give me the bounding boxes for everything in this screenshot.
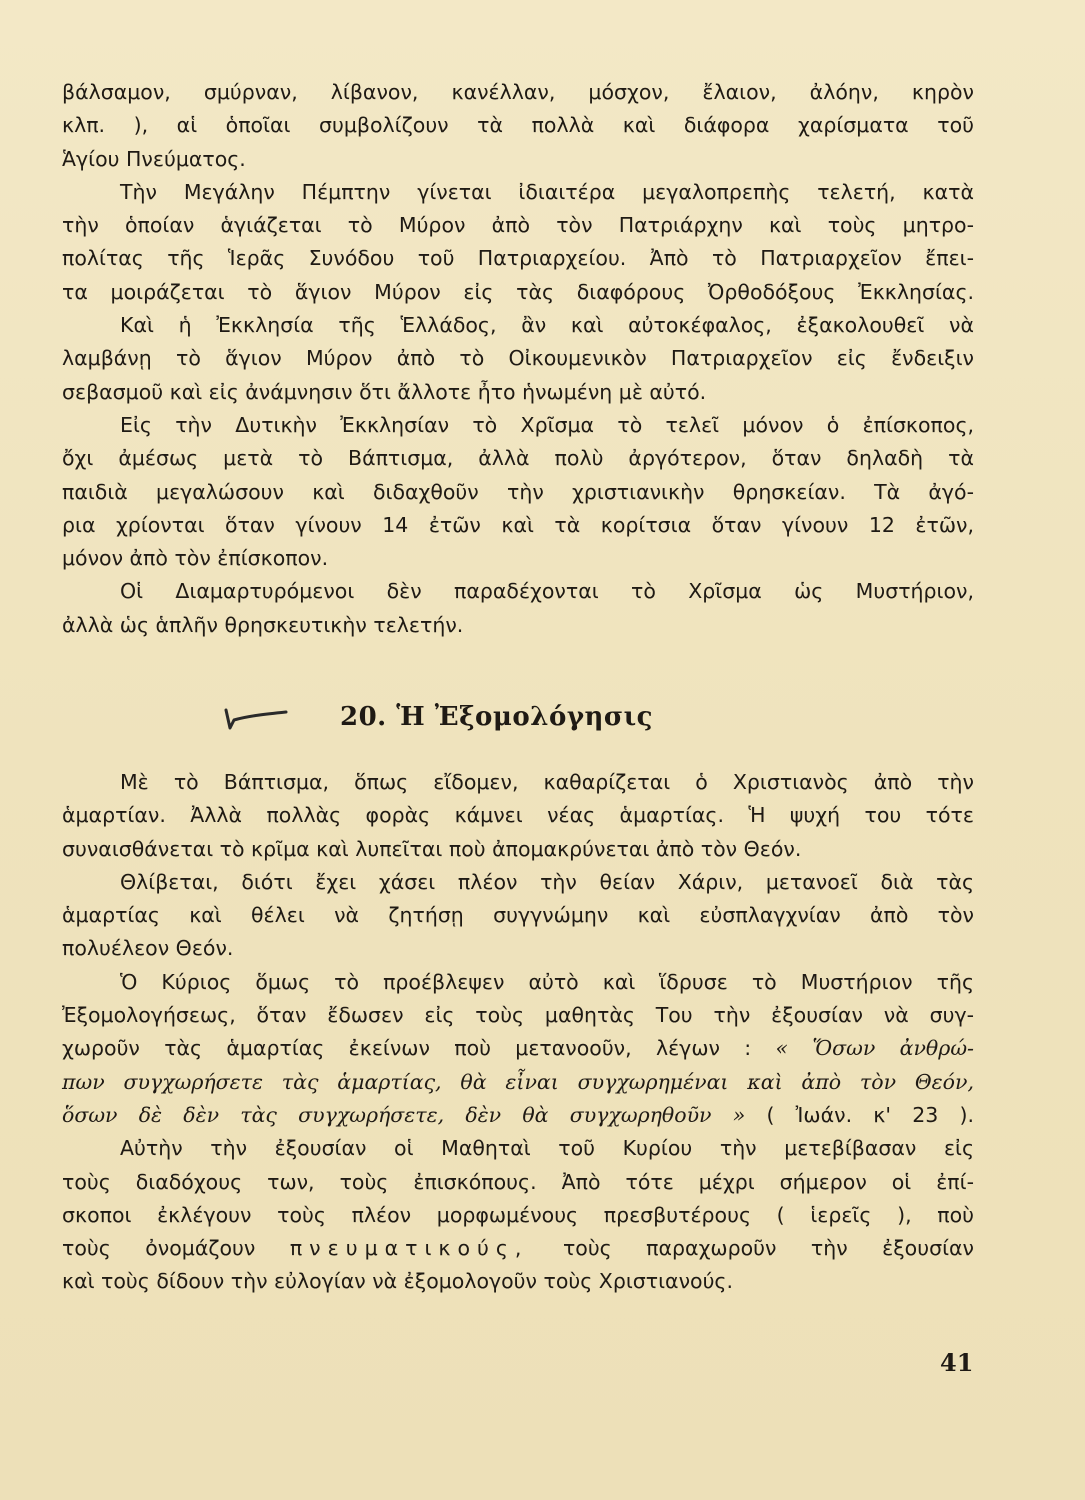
text-line: Θλίβεται, διότι ἔχει χάσει πλέον τὴν θείαν Χάριν, μετανοεῖ διὰ τὰς xyxy=(120,869,974,894)
quote-reference: ( Ἰωάν. κ' 23 ). xyxy=(766,1102,974,1127)
quote-intro: χωροῦν τὰς ἁμαρτίας ἐκείνων ποὺ μετανοοῦν, λέγων : xyxy=(62,1036,752,1061)
text-line xyxy=(62,1232,974,1265)
text-line: παιδιὰ μεγαλώσουν καὶ διδαχθοῦν τὴν χριστιανικὴν θρησκείαν. Τὰ ἀγό- xyxy=(62,479,974,504)
gospel-quote-line: πων συγχωρήσετε τὰς ἁμαρτίας, θὰ εἶναι συγχωρημέναι καὶ ἀπὸ τὸν Θεόν, xyxy=(62,1069,974,1094)
section-heading-row xyxy=(0,700,1085,746)
pencil-check-mark-icon xyxy=(220,706,290,732)
section-confession-text xyxy=(62,766,974,1299)
text-line: μόνον ἀπὸ τὸν ἐπίσκοπον. xyxy=(62,546,329,571)
text-line: πολίτας τῆς Ἱερᾶς Συνόδου τοῦ Πατριαρχείου. Ἀπὸ τὸ Πατριαρχεῖον ἔπει- xyxy=(62,246,974,271)
text-line: τὴν ὁποίαν ἁγιάζεται τὸ Μύρον ἀπὸ τὸν Πατριάρχην καὶ τοὺς μητρο- xyxy=(62,213,974,238)
text-line: σεβασμοῦ καὶ εἰς ἀνάμνησιν ὅτι ἄλλοτε ἦτο ἡνωμένη μὲ αὐτό. xyxy=(62,379,707,404)
text-line: κλπ. ), αἱ ὁποῖαι συμβολίζουν τὰ πολλὰ καὶ διάφορα χαρίσματα τοῦ xyxy=(62,113,974,138)
text-line: σκοποι ἐκλέγουν τοὺς πλέον μορφωμένους πρεσβυτέρους ( ἱερεῖς ), ποὺ xyxy=(62,1202,974,1227)
section-heading: 20. Ἡ Ἐξομολόγησις xyxy=(340,702,653,732)
text-line: ὄχι ἀμέσως μετὰ τὸ Βάπτισμα, ἀλλὰ πολὺ ἀργότερον, ὅταν δηλαδὴ τὰ xyxy=(62,446,974,471)
text-line: Οἱ Διαμαρτυρόμενοι δὲν παραδέχονται τὸ Χρῖσμα ὡς Μυστήριον, xyxy=(120,579,974,604)
text-line: συναισθάνεται τὸ κρῖμα καὶ λυπεῖται ποὺ ἀπομακρύνεται ἀπὸ τὸν Θεόν. xyxy=(62,836,802,861)
text-line: καὶ τοὺς δίδουν τὴν εὐλογίαν νὰ ἐξομολογοῦν τοὺς Χριστιανούς. xyxy=(62,1269,733,1294)
text-line: Μὲ τὸ Βάπτισμα, ὅπως εἴδομεν, καθαρίζεται ὁ Χριστιανὸς ἀπὸ τὴν xyxy=(120,770,974,794)
spaced-emphasis-word: πνευματικούς, xyxy=(289,1236,529,1261)
text-line: πολυέλεον Θεόν. xyxy=(62,936,234,961)
section-chrism-text xyxy=(62,76,974,642)
text-line: Εἰς τὴν Δυτικὴν Ἐκκλησίαν τὸ Χρῖσμα τὸ τελεῖ μόνον ὁ ἐπίσκοπος, xyxy=(120,412,974,437)
text-line xyxy=(62,1099,974,1132)
text-line: Καὶ ἡ Ἐκκλησία τῆς Ἑλλάδος, ἂν καὶ αὐτοκέφαλος, ἐξακολουθεῖ νὰ xyxy=(120,313,974,338)
text-line: ἁμαρτίαν. Ἀλλὰ πολλὰς φορὰς κάμνει νέας ἁμαρτίας. Ἡ ψυχή του τότε xyxy=(62,803,974,828)
text-line: ἀλλὰ ὡς ἁπλῆν θρησκευτικὴν τελετήν. xyxy=(62,612,464,637)
gospel-quote-start: « Ὅσων ἀνθρώ- xyxy=(775,1036,974,1061)
gospel-quote-end: ὅσων δὲ δὲν τὰς συγχωρήσετε, δὲν θὰ συγχωρηθοῦν » xyxy=(62,1102,746,1127)
text-line: ρια χρίονται ὅταν γίνουν 14 ἐτῶν καὶ τὰ κορίτσια ὅταν γίνουν 12 ἐτῶν, xyxy=(62,512,974,537)
text-line xyxy=(62,1032,974,1065)
text-line: ἁμαρτίας καὶ θέλει νὰ ζητήσῃ συγγνώμην καὶ εὐσπλαγχνίαν ἀπὸ τὸν xyxy=(62,903,974,928)
text-line: Τὴν Μεγάλην Πέμπτην γίνεται ἰδιαιτέρα μεγαλοπρεπὴς τελετή, κατὰ xyxy=(120,179,974,204)
text-line: βάλσαμον, σμύρναν, λίβανον, κανέλλαν, μόσχον, ἔλαιον, ἀλόην, κηρὸν xyxy=(62,80,974,104)
spaced-suffix: τοὺς παραχωροῦν τὴν ἐξουσίαν xyxy=(562,1236,974,1261)
text-line: λαμβάνῃ τὸ ἅγιον Μύρον ἀπὸ τὸ Οἰκουμενικὸν Πατριαρχεῖον εἰς ἔνδειξιν xyxy=(62,346,974,371)
text-line: Ἐξομολογήσεως, ὅταν ἔδωσεν εἰς τοὺς μαθητὰς Του τὴν ἐξουσίαν νὰ συγ- xyxy=(62,1003,974,1028)
page-number: 41 xyxy=(940,1348,974,1377)
text-line: Ὁ Κύριος ὅμως τὸ προέβλεψεν αὐτὸ καὶ ἵδρυσε τὸ Μυστήριον τῆς xyxy=(120,969,974,994)
text-line: Ἁγίου Πνεύματος. xyxy=(62,146,246,171)
text-line: τα μοιράζεται τὸ ἅγιον Μύρον εἰς τὰς διαφόρους Ὀρθοδόξους Ἐκκλησίας. xyxy=(62,279,974,304)
spaced-prefix: τοὺς ὀνομάζουν xyxy=(62,1236,256,1261)
text-line: Αὐτὴν τὴν ἐξουσίαν οἱ Μαθηταὶ τοῦ Κυρίου τὴν μετεβίβασαν εἰς xyxy=(120,1136,974,1161)
text-line: τοὺς διαδόχους των, τοὺς ἐπισκόπους. Ἀπὸ τότε μέχρι σήμερον οἱ ἐπί- xyxy=(62,1169,974,1194)
